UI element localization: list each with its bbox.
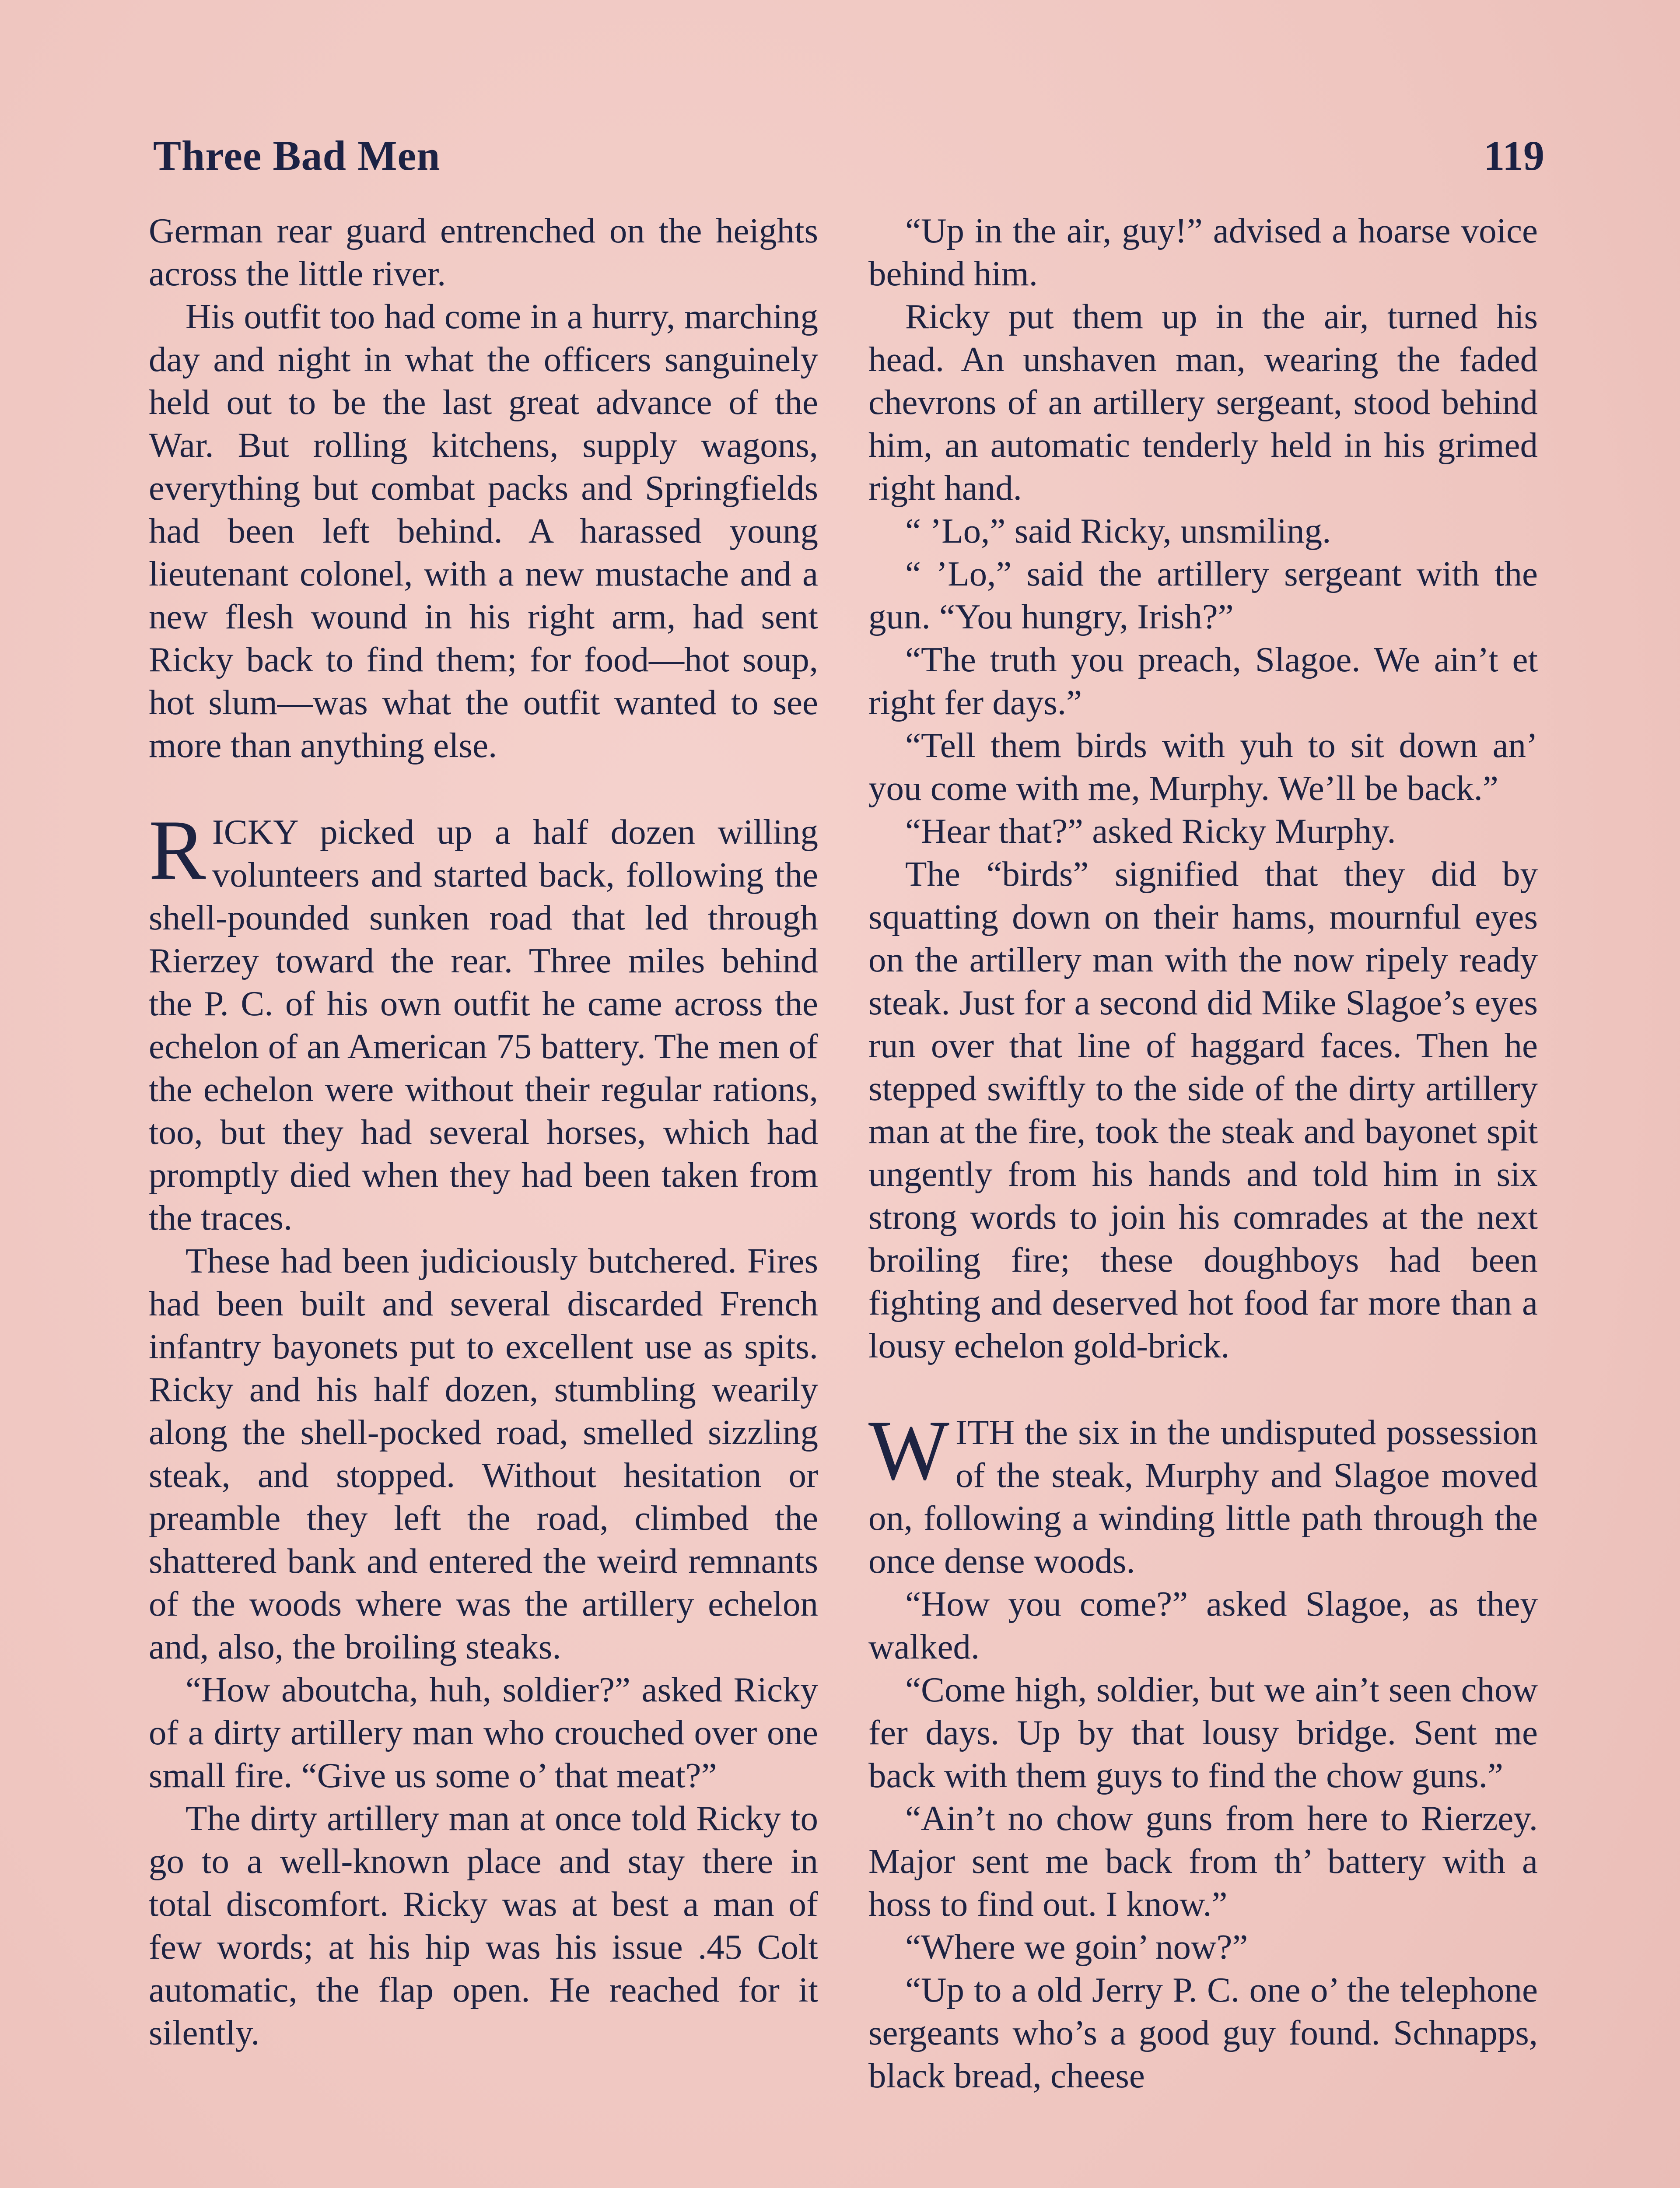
paragraph: German rear guard entrenched on the heights across the little river.	[149, 211, 818, 293]
drop-cap: W	[868, 1403, 949, 1498]
paragraph-text: ICKY picked up a half dozen willing volunteers and started back, following the shell-pounded sunken road that led through Rierzey toward the rear. Three miles behind the P. C. of his own outfit he came across the echelon of an American 75 battery. The men of the echelon were without their regular rations, too, but they had several horses, which had promptly died when they had been taken from the traces.	[149, 812, 818, 1238]
page-number: 119	[1484, 132, 1544, 179]
paragraph: “ ’Lo,” said the artillery sergeant with the gun. “You hungry, Irish?”	[868, 554, 1538, 636]
drop-cap: R	[149, 803, 206, 898]
paragraph: “Where we goin’ now?”	[905, 1927, 1248, 1967]
paragraph: “How you come?” asked Slagoe, as they walked.	[868, 1584, 1538, 1666]
paragraph-text: ITH the six in the undisputed possession of the steak, Murphy and Slagoe moved on, following a winding little path through the once dense woods.	[868, 1413, 1538, 1581]
paragraph: “Up to a old Jerry P. C. one o’ the telephone sergeants who’s a good guy found. Schnapps, black bread, cheese	[868, 1970, 1538, 2095]
paragraph: The “birds” signified that they did by squatting down on their hams, mournful eyes on the artillery man with the now ripely ready steak. Just for a second did Mike Slagoe’s eyes run over that line of haggard faces. Then he stepped swiftly to the side of the dirty artillery man at the fire, took the steak and bayonet spit ungently from his hands and told him in six strong words to join his comrades at the next broiling fire; these doughboys had been fighting and deserved hot food far more than a lousy echelon gold-brick.	[868, 854, 1538, 1365]
paragraph: “Tell them birds with yuh to sit down an’ you come with me, Murphy. We’ll be back.”	[868, 726, 1538, 808]
paragraph: “The truth you preach, Slagoe. We ain’t et right fer days.”	[868, 640, 1538, 722]
paragraph: His outfit too had come in a hurry, marching day and night in what the officers sanguinely held out to be the last great advance of the War. But rolling kitchens, supply wagons, everything but combat packs and Springfields had been left behind. A harassed young lieutenant colonel, with a new mustache and a new flesh wound in his right arm, had sent Ricky back to find them; for food—hot soup, hot slum—was what the outfit wanted to see more than anything else.	[149, 297, 818, 765]
paragraph: “ ’Lo,” said Ricky, unsmiling.	[905, 511, 1331, 551]
paragraph: “Come high, soldier, but we ain’t seen chow fer days. Up by that lousy bridge. Sent me back with them guys to find the chow guns.”	[868, 1670, 1538, 1795]
right-column	[868, 209, 1538, 2097]
paragraph: “Up in the air, guy!” advised a hoarse voice behind him.	[868, 211, 1538, 293]
paragraph: “How aboutcha, huh, soldier?” asked Ricky of a dirty artillery man who crouched over one small fire. “Give us some o’ that meat?”	[149, 1670, 818, 1795]
section-start-paragraph	[149, 803, 818, 1239]
section-start-paragraph	[868, 1403, 1538, 1582]
running-head	[153, 131, 1544, 193]
story-title: Three Bad Men	[153, 132, 441, 179]
paragraph: “Ain’t no chow guns from here to Rierzey. Major sent me back from th’ battery with a hoss to find out. I know.”	[868, 1799, 1538, 1924]
paragraph: “Hear that?” asked Ricky Murphy.	[905, 811, 1396, 851]
left-column	[149, 209, 818, 2054]
paragraph: These had been judiciously butchered. Fires had been built and several discarded French infantry bayonets put to excellent use as spits. Ricky and his half dozen, stumbling wearily along the shell-pocked road, smelled sizzling steak, and stopped. Without hesitation or preamble they left the road, climbed the shattered bank and entered the weird remnants of the woods where was the artillery echelon and, also, the broiling steaks.	[149, 1241, 818, 1666]
paragraph: The dirty artillery man at once told Ricky to go to a well-known place and stay there in total discomfort. Ricky was at best a man of few words; at his hip was his issue .45 Colt automatic, the flap open. He reached for it silently.	[149, 1799, 818, 2052]
paragraph: Ricky put them up in the air, turned his head. An unshaven man, wearing the faded chevrons of an artillery sergeant, stood behind him, an automatic tenderly held in his grimed right hand.	[868, 297, 1538, 508]
